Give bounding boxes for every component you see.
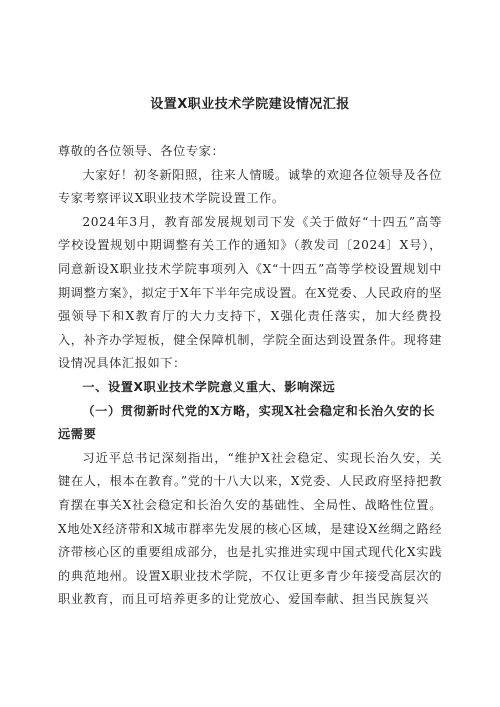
background-paragraph: 2024年3月，教育部发展规划司下发《关于做好“十四五”高等学校设置规划中期调整有关工作的通知》（教发司〔2024〕X号），同意新设X职业技术学院事项列入《X“十四五”高等学校设置规划中期调整方案》，拟定于X年下半年完成设置。在X党委、人民政府的坚强领导下和X教育厅的大力支持下，X强化责任落实，加大经费投入，补齐办学短板，健全保障机制，学院全面达到设置条件。现将建设情况具体汇报如下：	[58, 214, 442, 371]
subsection-heading-one: （一）贯彻新时代党的X方略，实现X社会稳定和长治久安的长远需要	[58, 403, 435, 442]
body-paragraph: 习近平总书记深刻指出，“维护X社会稳定、实现长治久安，关键在人，根本在教育。”党的十八大以来，X党委、人民政府坚持把教育摆在事关X社会稳定和长治久安的基础性、全局性、战略性位置。X地处X经济带和X城市群率先发展的核心区域，是建设X丝绸之路经济带核心区的重要组成部分，也是扎实推进实现中国式现代化X实践的典范地州。设置X职业技术学院，不仅让更多青少年接受高层次的职业教育，而且可培养更多的让党放心、爱国奉献、担当民族复兴	[58, 450, 442, 607]
document-title: 设置X职业技术学院建设情况汇报	[150, 97, 350, 112]
salutation: 尊敬的各位领导、各位专家：	[58, 144, 225, 158]
section-heading-one: 一、设置X职业技术学院意义重大、影响深远	[82, 379, 336, 394]
greeting-paragraph: 大家好！初冬新阳照，往来人情暖。诚挚的欢迎各位领导及各位专家考察评议X职业技术学院设置工作。	[58, 167, 442, 206]
